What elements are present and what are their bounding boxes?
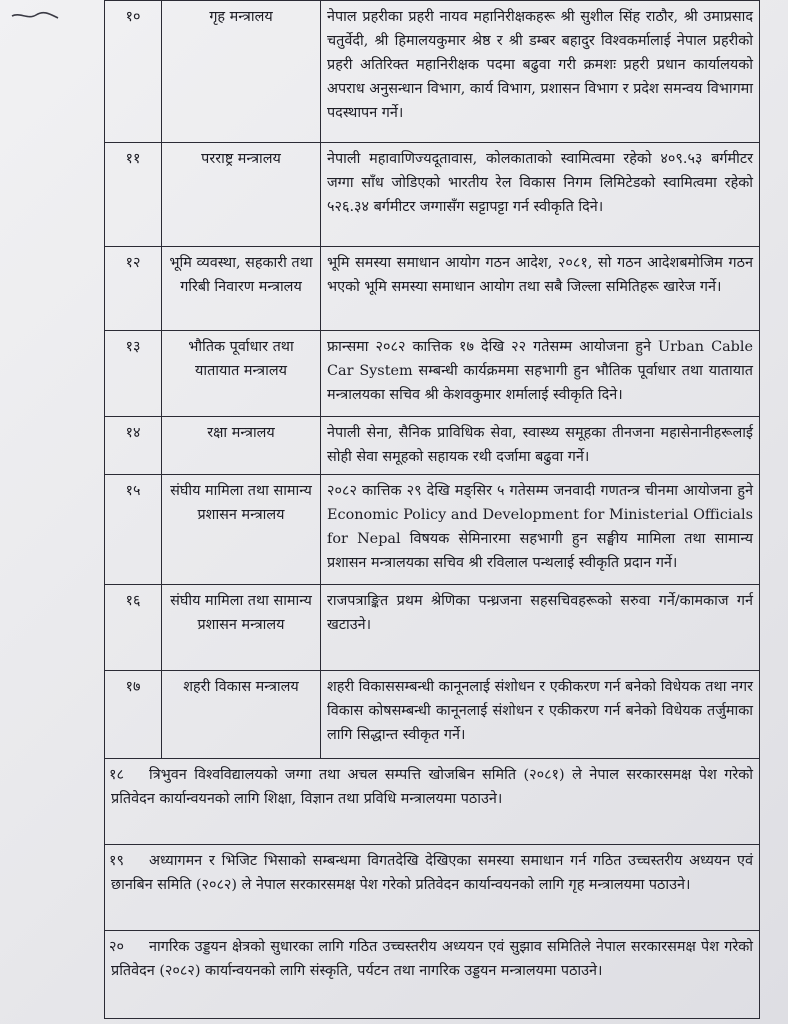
- decision-text: २०८२ कात्तिक २९ देखि मङ्सिर ५ गतेसम्म जनवादी गणतन्त्र चीनमा आयोजना हुने Economic Policy and Development for Ministerial Officials for Nepal विषयक सेमिनारमा सहभागी हुन सङ्घीय मामिला तथा सामान्य प्रशासन मन्त्रालयका सचिव श्री रविलाल पन्थलाई स्वीकृति प्रदान गर्ने।: [321, 475, 760, 585]
- table-row: [105, 247, 760, 331]
- ministry-name: गृह मन्त्रालय: [162, 1, 321, 143]
- row-number: १४: [105, 417, 162, 475]
- ministry-name: रक्षा मन्त्रालय: [162, 417, 321, 475]
- pen-mark: [10, 6, 62, 28]
- table-row: [105, 671, 760, 759]
- ministry-name: परराष्ट्र मन्त्रालय: [162, 143, 321, 247]
- decision-text: फ्रान्समा २०८२ कात्तिक १७ देखि २२ गतेसम्म आयोजना हुने Urban Cable Car System सम्बन्धी कार्यक्रममा सहभागी हुन भौतिक पूर्वाधार तथा यातायात मन्त्रालयका सचिव श्री केशवकुमार शर्मालाई स्वीकृति दिने।: [321, 331, 760, 417]
- decision-text: शहरी विकाससम्बन्धी कानूनलाई संशोधन र एकीकरण गर्न बनेको विधेयक तथा नगर विकास कोषसम्बन्धी कानूनलाई संशोधन र एकीकरण गर्न बनेको विधेयक तर्जुमाका लागि सिद्धान्त स्वीकृत गर्ने।: [321, 671, 760, 759]
- ministry-name: संघीय मामिला तथा सामान्य प्रशासन मन्त्रालय: [162, 475, 321, 585]
- decision-text: अध्यागमन र भिजिट भिसाको सम्बन्धमा विगतदेखि देखिएका समस्या समाधान गर्न गठित उच्चस्तरीय अध्ययन एवं छानबिन समिति (२०८२) ले नेपाल सरकारसमक्ष पेश गरेको प्रतिवेदन कार्यान्वयनको लागि गृह मन्त्रालयमा पठाउने।: [111, 853, 753, 893]
- table-row: [105, 931, 760, 1019]
- merged-row-cell: [105, 931, 760, 1019]
- ministry-name: शहरी विकास मन्त्रालय: [162, 671, 321, 759]
- merged-row-cell: [105, 759, 760, 845]
- table-row: [105, 331, 760, 417]
- row-number: १०: [105, 1, 162, 143]
- table-row: [105, 585, 760, 671]
- row-number: १५: [105, 475, 162, 585]
- cabinet-decisions-table: [104, 0, 760, 1019]
- table-row: [105, 759, 760, 845]
- decision-text: त्रिभुवन विश्वविद्यालयको जग्गा तथा अचल सम्पत्ति खोजबिन समिति (२०८१) ले नेपाल सरकारसमक्ष पेश गरेको प्रतिवेदन कार्यान्वयनको लागि शिक्षा, विज्ञान तथा प्रविधि मन्त्रालयमा पठाउने।: [111, 767, 753, 807]
- table-row: [105, 845, 760, 931]
- ministry-name: भौतिक पूर्वाधार तथा यातायात मन्त्रालय: [162, 331, 321, 417]
- row-number: १८: [109, 767, 124, 783]
- table-row: [105, 475, 760, 585]
- ministry-name: भूमि व्यवस्था, सहकारी तथा गरिबी निवारण मन्त्रालय: [162, 247, 321, 331]
- ministry-name: संघीय मामिला तथा सामान्य प्रशासन मन्त्रालय: [162, 585, 321, 671]
- decision-text: नेपाल प्रहरीका प्रहरी नायव महानिरीक्षकहरू श्री सुशील सिंह राठौर, श्री उमाप्रसाद चतुर्वेदी, श्री हिमालयकुमार श्रेष्ठ र श्री डम्बर बहादुर विश्वकर्मालाई नेपाल प्रहरीको प्रहरी अतिरिक्त महानिरीक्षक पदमा बढुवा गरी क्रमशः प्रहरी प्रधान कार्यालयको अपराध अनुसन्धान विभाग, कार्य विभाग, प्रशासन विभाग र प्रदेश समन्वय विभागमा पदस्थापन गर्ने।: [321, 1, 760, 143]
- table-row: [105, 417, 760, 475]
- decision-text: भूमि समस्या समाधान आयोग गठन आदेश, २०८१, सो गठन आदेशबमोजिम गठन भएको भूमि समस्या समाधान आयोग तथा सबै जिल्ला समितिहरू खारेज गर्ने।: [321, 247, 760, 331]
- row-number: १३: [105, 331, 162, 417]
- decision-text: राजपत्राङ्कित प्रथम श्रेणिका पन्ध्रजना सहसचिवहरूको सरुवा गर्ने/कामकाज गर्न खटाउने।: [321, 585, 760, 671]
- table-row: [105, 143, 760, 247]
- merged-row-cell: [105, 845, 760, 931]
- row-number: १९: [109, 853, 124, 869]
- row-number: १२: [105, 247, 162, 331]
- decision-text: नागरिक उड्डयन क्षेत्रको सुधारका लागि गठित उच्चस्तरीय अध्ययन एवं सुझाव समितिले नेपाल सरकारसमक्ष पेश गरेको प्रतिवेदन (२०८२) कार्यान्वयनको लागि संस्कृति, पर्यटन तथा नागरिक उड्डयन मन्त्रालयमा पठाउने।: [111, 939, 753, 979]
- row-number: १७: [105, 671, 162, 759]
- row-number: २०: [109, 939, 124, 955]
- row-number: १६: [105, 585, 162, 671]
- decision-text: नेपाली सेना, सैनिक प्राविधिक सेवा, स्वास्थ्य समूहका तीनजना महासेनानीहरूलाई सोही सेवा समूहको सहायक रथी दर्जामा बढुवा गर्ने।: [321, 417, 760, 475]
- table-row: [105, 1, 760, 143]
- row-number: ११: [105, 143, 162, 247]
- decision-text: नेपाली महावाणिज्यदूतावास, कोलकाताको स्वामित्वमा रहेको ४०९.५३ बर्गमीटर जग्गा साँध जोडिएको भारतीय रेल विकास निगम लिमिटेडको स्वामित्वमा रहेको ५२६.३४ बर्गमीटर जग्गासँग सट्टापट्टा गर्न स्वीकृति दिने।: [321, 143, 760, 247]
